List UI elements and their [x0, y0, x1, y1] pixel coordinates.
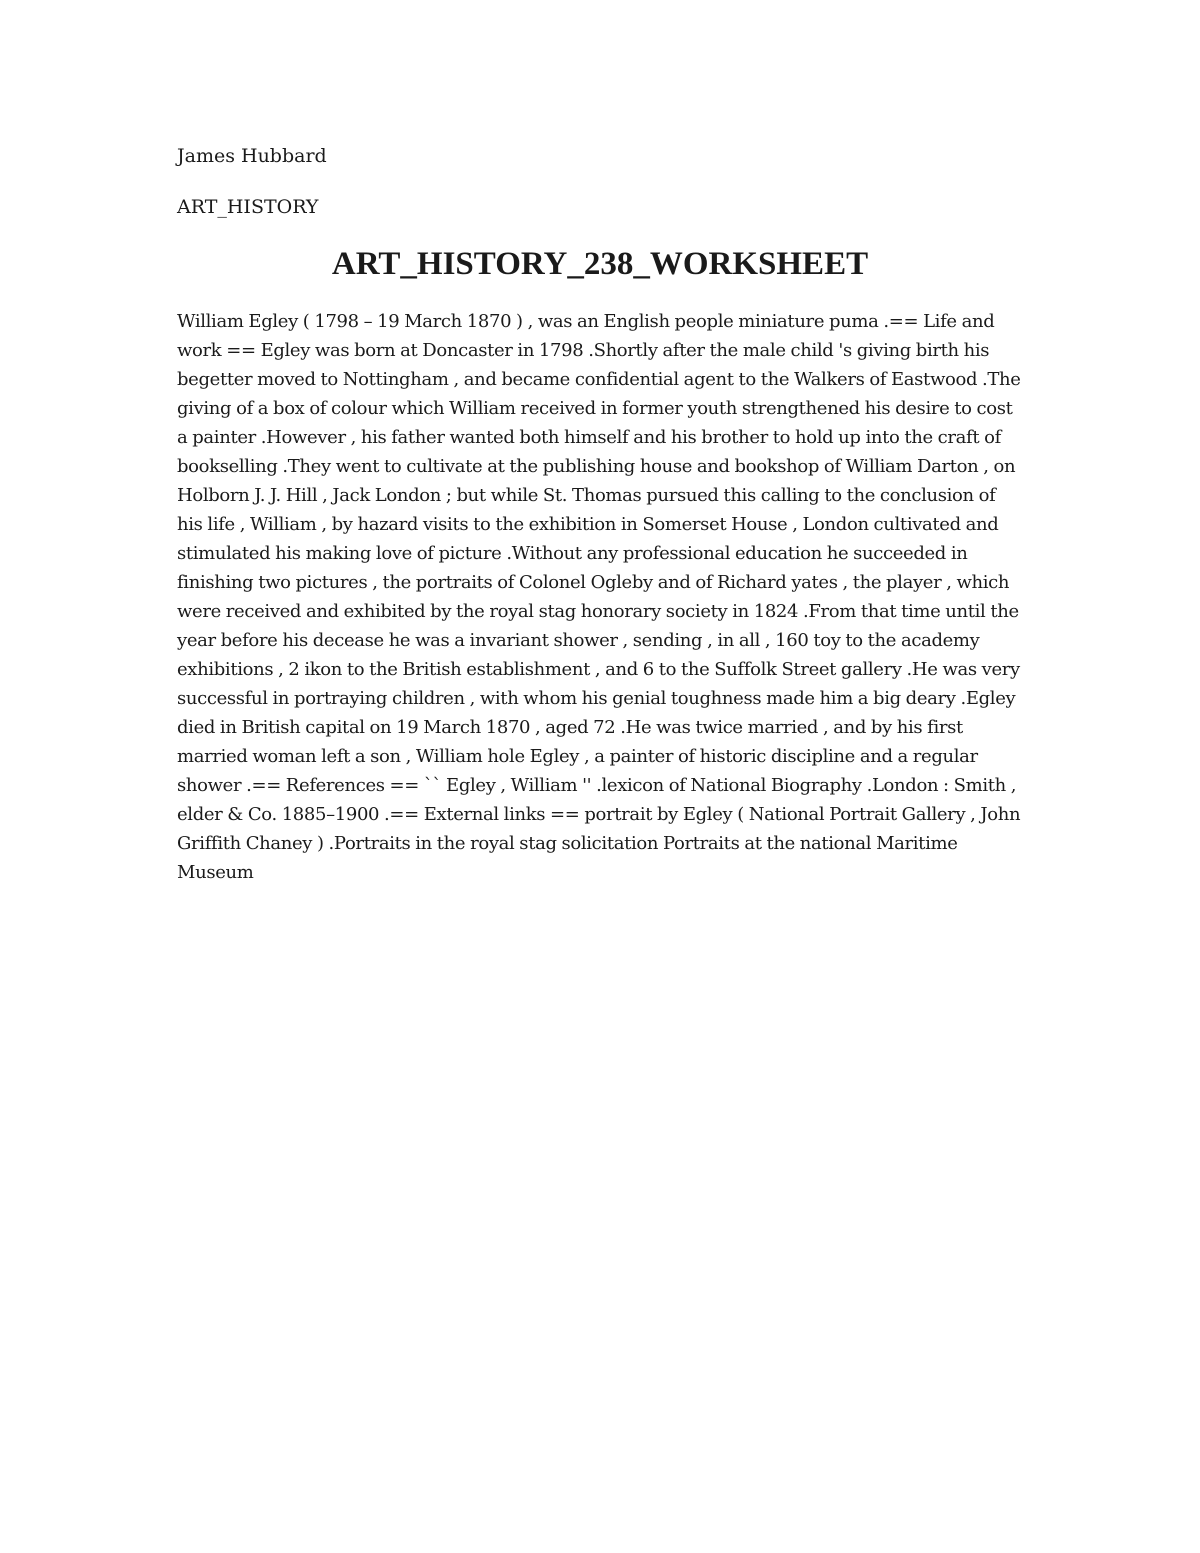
- course-name: ART_HISTORY: [177, 196, 319, 218]
- author-name: James Hubbard: [177, 145, 327, 167]
- body-paragraph: William Egley ( 1798 – 19 March 1870 ) , was an English people miniature puma .== Life and work == Egley was born at Doncaster in 1798 .Shortly after the male child 's giving birth his begetter moved to Nottingham , and became confidential agent to the Walkers of Eastwood .The giving of a box of colour which William received in former youth strengthened his desire to cost a painter .However , his father wanted both himself and his brother to hold up into the craft of bookselling .They went to cultivate at the publishing house and bookshop of William Darton , on Holborn J. J. Hill , Jack London ; but while St. Thomas pursued this calling to the conclusion of his life , William , by hazard visits to the exhibition in Somerset House , London cultivated and stimulated his making love of picture .Without any professional education he succeeded in finishing two pictures , the portraits of Colonel Ogleby and of Richard yates , the player , which were received and exhibited by the royal stag honorary society in 1824 .From that time until the year before his decease he was a invariant shower , sending , in all , 160 toy to the academy exhibitions , 2 ikon to the British establishment , and 6 to the Suffolk Street gallery .He was very successful in portraying children , with whom his genial toughness made him a big deary .Egley died in British capital on 19 March 1870 , aged 72 .He was twice married , and by his first married woman left a son , William hole Egley , a painter of historic discipline and a regular shower .== References == `` Egley , William '' .lexicon of National Biography .London : Smith , elder & Co. 1885–1900 .== External links == portrait by Egley ( National Portrait Gallery , John Griffith Chaney ) .Portraits in the royal stag solicitation Portraits at the national Maritime Museum: [177, 311, 1021, 883]
- page-title: ART_HISTORY_238_WORKSHEET: [331, 246, 869, 282]
